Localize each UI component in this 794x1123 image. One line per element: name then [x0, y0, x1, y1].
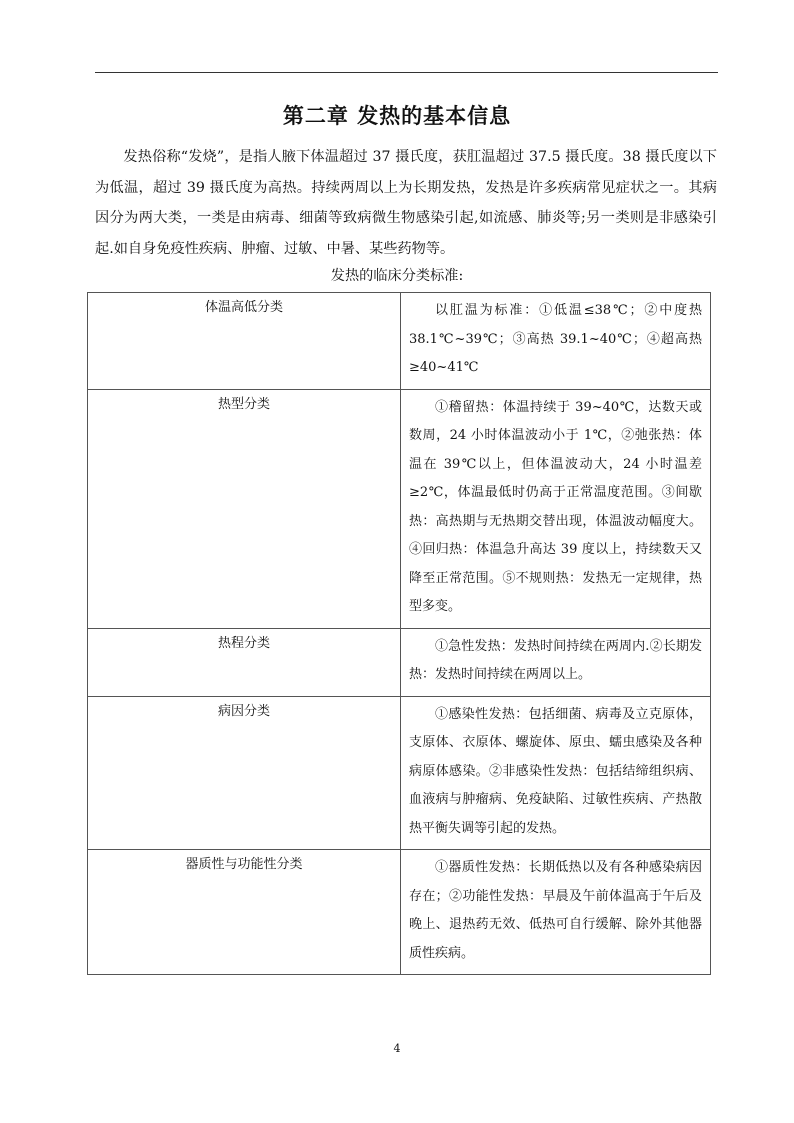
category-cell: 热程分类: [88, 628, 401, 696]
table-caption: 发热的临床分类标准:: [330, 268, 464, 284]
description-cell: ①急性发热：发热时间持续在两周内.②长期发热：发热时间持续在两周以上。: [401, 628, 711, 696]
table-row: [88, 696, 711, 850]
description-cell: ①器质性发热：长期低热以及有各种感染病因存在；②功能性发热：早晨及午前体温高于午后及晚上、退热药无效、低热可自行缓解、除外其他器质性疾病。: [401, 850, 711, 975]
category-cell: 病因分类: [88, 696, 401, 850]
table-row: [88, 850, 711, 975]
header-rule: [95, 72, 718, 73]
description-cell: ①感染性发热：包括细菌、病毒及立克原体，支原体、衣原体、螺旋体、原虫、蠕虫感染及各种病原体感染。②非感染性发热：包括结缔组织病、血液病与肿瘤病、免疫缺陷、过敏性疾病、产热散热平衡失调等引起的发热。: [401, 696, 711, 850]
table-row: [88, 293, 711, 390]
category-cell: 器质性与功能性分类: [88, 850, 401, 975]
table-row: [88, 389, 711, 628]
category-cell: 体温高低分类: [88, 293, 401, 390]
description-cell: 以肛温为标准：①低温≤38℃；②中度热 38.1℃~39℃；③高热 39.1~40℃；④超高热≥40~41℃: [401, 293, 711, 390]
classification-table: [87, 292, 711, 975]
category-cell: 热型分类: [88, 389, 401, 628]
chapter-title: 第二章 发热的基本信息: [282, 104, 512, 128]
table-row: [88, 628, 711, 696]
description-cell: ①稽留热：体温持续于 39~40℃，达数天或数周，24 小时体温波动小于 1℃，②弛张热：体温在 39℃以上，但体温波动大，24 小时温差≥2℃，体温最低时仍高于正常温度范围。③间歇热：高热期与无热期交替出现，体温波动幅度大。④回归热：体温急升高达 39 度以上，持续数天又降至正常范围。⑤不规则热：发热无一定规律，热型多变。: [401, 389, 711, 628]
page-number: 4: [393, 1042, 401, 1055]
intro-paragraph: 发热俗称“发烧”，是指人腋下体温超过 37 摄氏度，获肛温超过 37.5 摄氏度。38 摄氏度以下为低温，超过 39 摄氏度为高热。持续两周以上为长期发热，发热是许多疾病常见症状之一。其病因分为两大类，一类是由病毒、细菌等致病微生物感染引起,如流感、肺炎等;另一类则是非感染引起.如自身免疫性疾病、肿瘤、过敏、中暑、某些药物等。: [95, 149, 717, 257]
